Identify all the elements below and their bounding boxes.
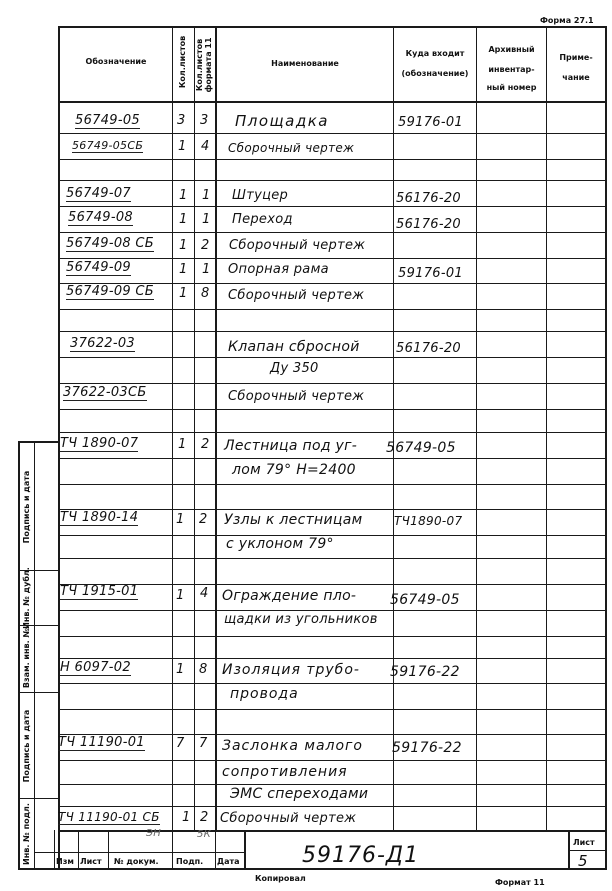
row-line — [58, 159, 607, 160]
row-format: 8 — [199, 662, 208, 677]
header-where-1: Куда входит — [405, 49, 465, 58]
row-line — [58, 509, 607, 510]
row-line — [58, 683, 607, 684]
row-where: 56749-05 — [386, 440, 456, 456]
row-format: 2 — [201, 437, 210, 452]
row-format: 2 — [200, 810, 209, 825]
row-designation: 56749-08 — [68, 210, 133, 225]
header-sheets-count: Кол.листов — [178, 35, 187, 89]
row-where: 56176-20 — [396, 217, 461, 232]
title-list: Лист — [80, 857, 102, 866]
row-name: Узлы к лестницам — [224, 512, 363, 528]
row-name: Клапан сбросной — [228, 339, 360, 355]
row-line — [58, 357, 607, 358]
row-format: 3 — [200, 113, 209, 128]
header-archive-1: Архивный — [488, 45, 535, 54]
row-format: 4 — [200, 586, 209, 601]
row-line — [58, 709, 607, 710]
header-designation: Обозначение — [85, 57, 147, 66]
row-name: Сборочный чертеж — [228, 288, 365, 303]
row-name: Переход — [232, 212, 293, 227]
row-count: 1 — [179, 262, 188, 277]
header-sheets-format: Кол.листов формата 11 — [195, 37, 213, 93]
header-note-2: чание — [562, 73, 590, 82]
margin-sign-date-top: Подпись и дата — [22, 470, 31, 544]
header-name: Наименование — [271, 59, 339, 68]
row-name-line2: Ду 350 — [270, 361, 319, 376]
row-count: 1 — [176, 512, 185, 527]
title-sheet-line — [568, 850, 607, 851]
header-bottom — [58, 101, 607, 103]
row-designation: 37622-03СБ — [63, 385, 147, 400]
row-line — [58, 806, 607, 807]
row-count: 1 — [176, 588, 185, 603]
margin-inv-podl: Инв. № подл. — [22, 803, 31, 865]
row-line — [58, 784, 607, 785]
row-line — [58, 432, 607, 433]
row-name: Сборочный чертеж — [220, 811, 357, 826]
row-designation: Н 6097-02 — [60, 660, 131, 675]
row-line — [58, 206, 607, 207]
row-where: 56176-20 — [396, 341, 461, 356]
row-count: 1 — [178, 139, 187, 154]
row-name-line2: лом 79° Н=2400 — [232, 462, 356, 478]
title-row-line — [34, 852, 244, 853]
row-line — [58, 331, 607, 332]
row-designation: ТЧ 1890-14 — [60, 510, 139, 525]
row-designation: ТЧ 1890-07 — [60, 436, 139, 451]
stamp-mark: 5К — [197, 829, 212, 840]
row-where: 59176-01 — [398, 115, 463, 130]
row-line — [58, 258, 607, 259]
title-izm: Изм — [56, 857, 74, 866]
row-designation: ТЧ 1915-01 — [60, 584, 139, 599]
row-where: 56749-05 — [390, 592, 460, 608]
frame-right — [605, 26, 607, 870]
margin-sign-date-bottom: Подпись и дата — [22, 709, 31, 783]
row-line — [58, 484, 607, 485]
row-name-line2: с уклоном 79° — [226, 536, 334, 552]
row-name-line2: сопротивления — [222, 764, 348, 780]
row-designation: ТЧ 11190-01 СБ — [58, 810, 160, 824]
title-podp: Подп. — [176, 857, 204, 866]
row-line — [58, 383, 607, 384]
row-name: Штуцер — [232, 188, 289, 203]
margin-vzam-inv: Взам. инв. № — [22, 627, 31, 689]
row-name-line3: ЭМС спереходами — [230, 786, 369, 802]
row-format: 7 — [199, 736, 208, 751]
row-format: 2 — [201, 238, 210, 253]
row-name: Опорная рама — [228, 262, 329, 277]
footer-copied: Копировал — [255, 874, 306, 883]
row-designation: 37622-03 — [70, 336, 135, 351]
row-line — [58, 636, 607, 637]
title-col — [244, 830, 246, 870]
footer-format: Формат 11 — [495, 878, 545, 887]
row-where: 59176-22 — [390, 664, 460, 680]
row-count: 1 — [179, 286, 188, 301]
header-where-2: (обозначение) — [401, 69, 469, 78]
title-doc-no: № докум. — [114, 857, 159, 866]
margin-top-edge — [18, 441, 60, 443]
stamp-mark: ЭН — [146, 828, 162, 839]
row-count: 1 — [179, 212, 188, 227]
margin-inv-dubl: Инв. № дубл. — [22, 567, 31, 629]
row-name: Площадка — [235, 112, 329, 130]
row-format: 2 — [199, 512, 208, 527]
frame-bottom — [18, 868, 607, 870]
row-name-line2: щадки из угольников — [224, 612, 378, 627]
row-name-line2: провода — [230, 686, 299, 702]
header-archive-3: ный номер — [486, 83, 537, 92]
row-line — [58, 658, 607, 659]
row-name: Заслонка малого — [222, 738, 363, 754]
title-col — [54, 830, 55, 870]
sheet-label: Лист — [573, 838, 595, 847]
row-count: 1 — [176, 662, 185, 677]
row-format: 1 — [202, 262, 211, 277]
row-line — [58, 458, 607, 459]
row-count: 1 — [179, 238, 188, 253]
row-name: Изоляция трубо- — [222, 662, 360, 678]
row-designation: 56749-08 СБ — [66, 236, 155, 251]
title-col — [108, 830, 109, 870]
row-format: 1 — [202, 212, 211, 227]
row-count: 3 — [177, 113, 186, 128]
row-name: Сборочный чертеж — [228, 389, 365, 404]
row-line — [58, 309, 607, 310]
row-where: 59176-22 — [392, 740, 462, 756]
row-count: 1 — [178, 437, 187, 452]
row-name: Сборочный чертеж — [228, 141, 355, 155]
row-count: 7 — [176, 736, 185, 751]
doc-code: 59176-Д1 — [302, 843, 420, 868]
row-line — [58, 180, 607, 181]
row-line — [58, 610, 607, 611]
title-data: Дата — [217, 857, 240, 866]
row-line — [58, 133, 607, 134]
row-name: Ограждение пло- — [222, 588, 357, 604]
title-col — [78, 830, 79, 870]
row-designation: 56749-07 — [66, 186, 131, 201]
row-name: Лестница под уг- — [224, 438, 358, 454]
header-note-1: Приме- — [559, 53, 593, 62]
sheet-number: 5 — [578, 852, 588, 870]
row-line — [58, 584, 607, 585]
row-where: 59176-01 — [398, 266, 463, 281]
row-where: ТЧ1890-07 — [394, 514, 463, 528]
row-where: 56176-20 — [396, 191, 461, 206]
row-format: 8 — [201, 286, 210, 301]
row-line — [58, 830, 607, 832]
row-designation: 56749-05 — [75, 113, 140, 128]
row-line — [58, 558, 607, 559]
title-col — [172, 830, 173, 870]
row-line — [58, 760, 607, 761]
row-count: 1 — [182, 810, 191, 825]
title-col — [215, 830, 216, 870]
row-designation: 56749-09 — [66, 260, 131, 275]
row-designation: 56749-09 СБ — [66, 284, 155, 299]
row-format: 4 — [201, 139, 210, 154]
row-name: Сборочный чертеж — [229, 238, 366, 253]
row-designation: 56749-05СБ — [72, 139, 144, 152]
margin-inner-edge — [34, 441, 35, 870]
row-line — [58, 409, 607, 410]
row-line — [58, 232, 607, 233]
row-count: 1 — [179, 188, 188, 203]
header-archive-2: инвентар- — [488, 65, 535, 74]
form-label: Форма 27.1 — [540, 16, 594, 25]
frame-top — [58, 26, 607, 28]
row-designation: ТЧ 11190-01 — [58, 735, 145, 750]
row-format: 1 — [202, 188, 211, 203]
